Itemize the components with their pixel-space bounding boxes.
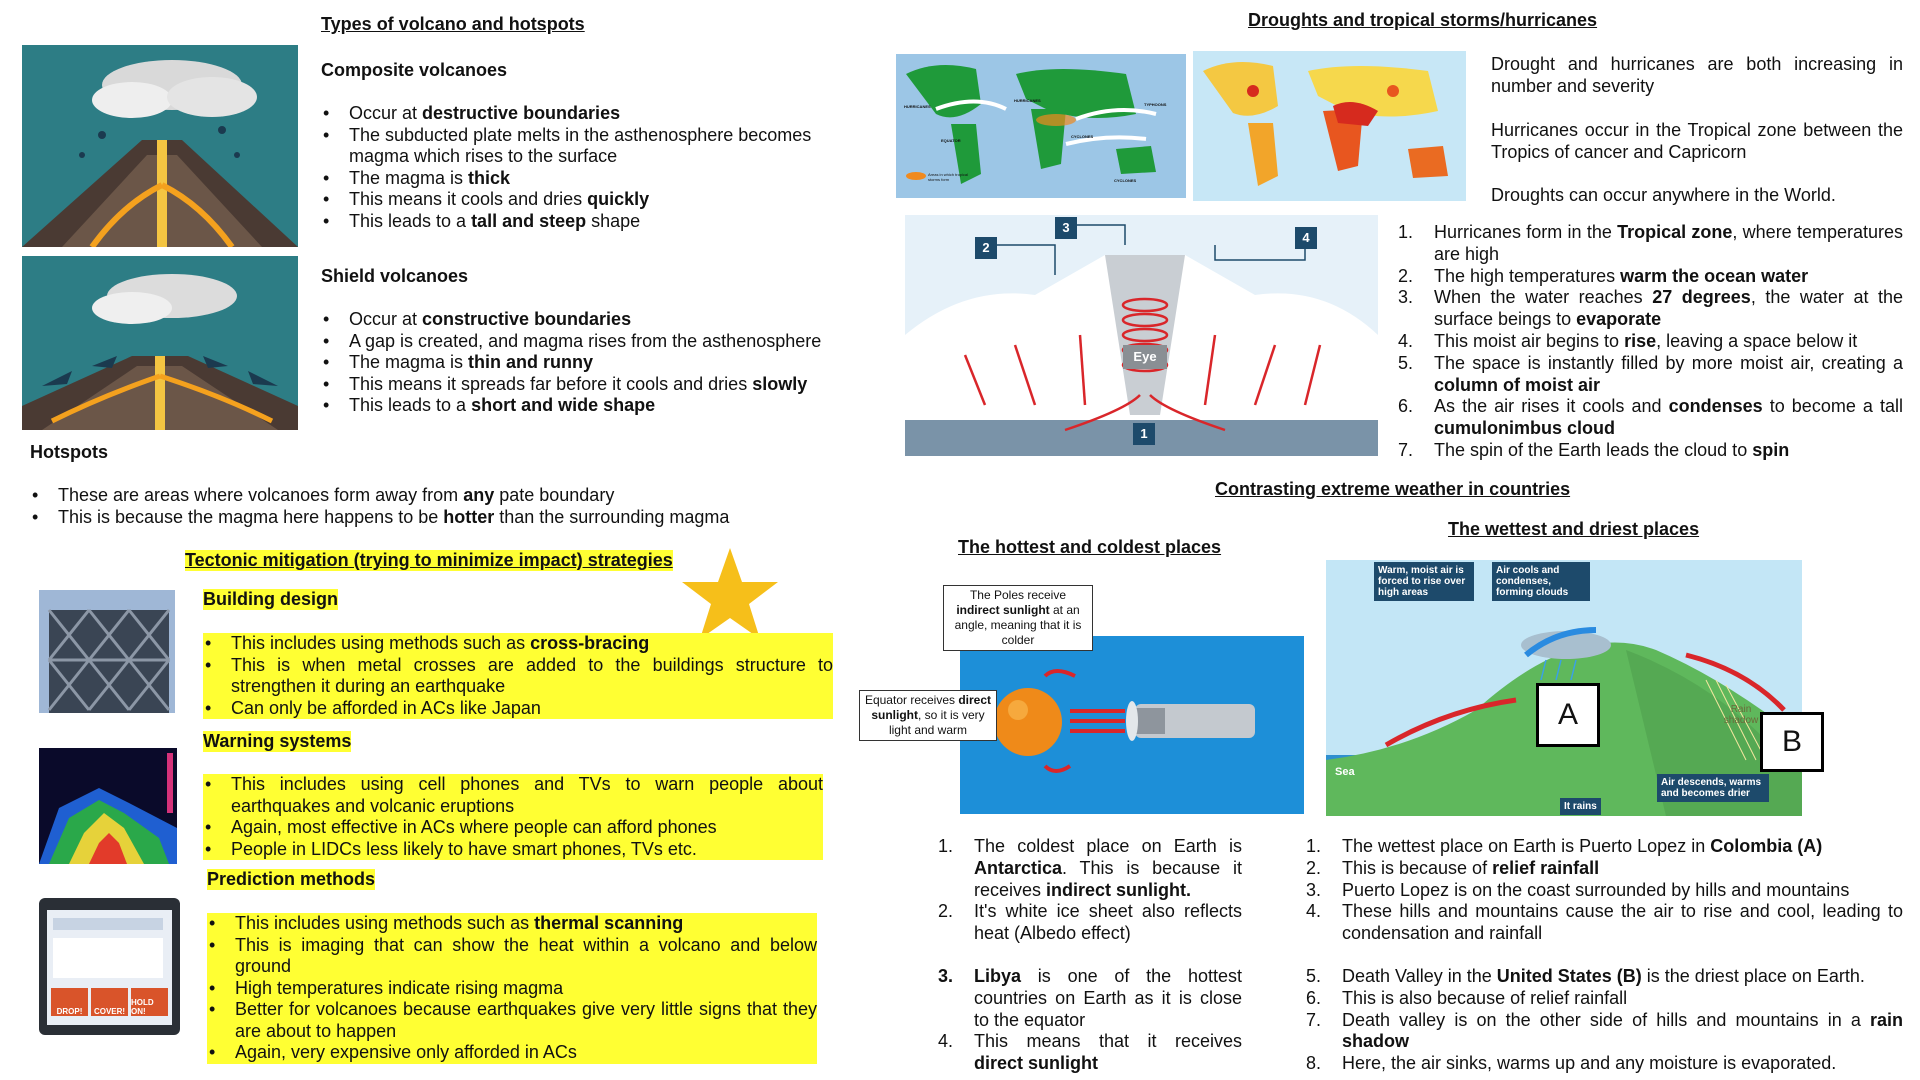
map-label: HURRICANES xyxy=(904,104,931,109)
diagram-label: 2 xyxy=(982,240,990,255)
list-item: 8. Here, the air sinks, warms up and any moisture is evaporated. xyxy=(1306,1053,1837,1074)
list-item: 2. This is because of relief rainfall xyxy=(1306,857,1600,878)
list-item: • Again, most effective in ACs where people can afford phones xyxy=(203,817,823,839)
list-item: • This is when metal crosses are added to the buildings structure to strengthen it during an earthquake xyxy=(203,655,833,698)
storms-para-1: Drought and hurricanes are both increasing in number and severity xyxy=(1491,54,1903,96)
sunlight-diagram xyxy=(960,636,1304,814)
equator-label: Equator receives direct sunlight, so it is very light and warm xyxy=(859,690,997,741)
list-item: • This means it cools and dries quickly xyxy=(321,189,821,211)
hotspots-heading: Hotspots xyxy=(30,442,108,462)
warm-air-label: Warm, moist air is forced to rise over high areas xyxy=(1374,562,1474,601)
map-label: CYCLONES xyxy=(1071,134,1094,139)
storms-title: Droughts and tropical storms/hurricanes xyxy=(1248,10,1598,30)
list-item: 3. Puerto Lopez is on the coast surrounded by hills and mountains xyxy=(1306,879,1850,900)
shield-list xyxy=(321,309,841,417)
list-item: 4. These hills and mountains cause the air to rise and cool, leading to condensation and rainfall xyxy=(1306,901,1903,944)
contrast-title: Contrasting extreme weather in countries xyxy=(1215,479,1571,499)
list-item: • The magma is thick xyxy=(321,168,821,190)
wettest-title: The wettest and driest places xyxy=(1448,519,1700,539)
list-item: • Occur at destructive boundaries xyxy=(321,103,821,125)
map-label: CYCLONES xyxy=(1114,178,1137,183)
poles-label: The Poles receive indirect sunlight at an angle, meaning that it is colder xyxy=(943,585,1093,651)
map-label: HURRICANES xyxy=(1014,98,1041,103)
shield-volcano-image xyxy=(22,256,298,430)
list-item: • This includes using cell phones and TVs to warn people about earthquakes and volcanic eruptions xyxy=(203,774,823,817)
list-item: 7. Death valley is on the other side of hills and mountains in a rain shadow xyxy=(1306,1009,1903,1052)
list-item: • This means it spreads far before it cools and dries slowly xyxy=(321,374,841,396)
star-icon xyxy=(680,546,780,642)
warning-heading: Warning systems xyxy=(203,731,352,751)
eye-label: Eye xyxy=(1133,349,1157,364)
list-item: 2. The high temperatures warm the ocean water xyxy=(1398,265,1809,286)
storms-para-3: Droughts can occur anywhere in the World. xyxy=(1491,185,1836,205)
cover-button: COVER! xyxy=(91,988,128,1016)
wettest-list xyxy=(1306,836,1903,1075)
map-label: EQUATOR xyxy=(941,138,961,143)
prediction-heading: Prediction methods xyxy=(207,869,376,889)
storm-world-map xyxy=(896,54,1186,198)
hurricane-diagram xyxy=(905,215,1378,456)
list-item: • This includes using methods such as cross-bracing xyxy=(203,633,833,655)
list-item: 1. Hurricanes form in the Tropical zone, where temperatures are high xyxy=(1398,222,1904,264)
list-item: • This includes using methods such as thermal scanning xyxy=(207,913,817,935)
list-item: • The subducted plate melts in the asthenosphere becomes magma which rises to the surface xyxy=(321,125,821,168)
list-item: • The magma is thin and runny xyxy=(321,352,841,374)
map-key: Areas in which tropical storms form xyxy=(928,172,969,182)
air-cools-label: Air cools and condenses, forming clouds xyxy=(1492,562,1590,601)
list-item: 3. Libya is one of the hottest countries on Earth as it is close to the equator xyxy=(938,965,1242,1030)
diagram-label: 4 xyxy=(1302,230,1310,245)
hold-on-button: HOLD ON! xyxy=(131,988,168,1016)
list-item: 5. Death Valley in the United States (B) is the driest place on Earth. xyxy=(1306,965,1865,986)
prediction-list xyxy=(207,913,817,1064)
phone-alert-image xyxy=(39,898,180,1035)
list-item: 5. The space is instantly filled by more moist air, creating a column of moist air xyxy=(1398,352,1903,395)
list-item: 3. When the water reaches 27 degrees, the water at the surface beings to evaporate xyxy=(1398,287,1904,330)
shield-heading: Shield volcanoes xyxy=(321,266,469,286)
volcano-title: Types of volcano and hotspots xyxy=(321,14,585,34)
warning-list xyxy=(203,774,823,860)
thermal-volcano-image xyxy=(39,748,177,864)
list-item: 4. This moist air begins to rise, leaving a space below it xyxy=(1398,330,1858,351)
list-item: • A gap is created, and magma rises from the asthenosphere xyxy=(321,331,841,353)
composite-volcano-image xyxy=(22,45,298,247)
list-item: • Better for volcanoes because earthquakes give very little signs that they are about to happen xyxy=(207,999,817,1042)
list-item: • Occur at constructive boundaries xyxy=(321,309,841,331)
composite-heading: Composite volcanoes xyxy=(321,60,508,80)
list-item: • High temperatures indicate rising magma xyxy=(207,978,817,1000)
list-item: 4. This means that it receives direct sunlight xyxy=(938,1031,1242,1074)
drought-world-map xyxy=(1193,51,1466,201)
it-rains-label: It rains xyxy=(1560,798,1601,815)
mitigation-title: Tectonic mitigation (trying to minimize impact) strategies xyxy=(185,550,673,570)
composite-list xyxy=(321,103,821,232)
list-item: • People in LIDCs less likely to have smart phones, TVs etc. xyxy=(203,839,823,861)
drop-button: DROP! xyxy=(51,988,88,1016)
list-item: 1. The wettest place on Earth is Puerto Lopez in Colombia (A) xyxy=(1306,836,1823,856)
list-item: • This is because the magma here happens to be hotter than the surrounding magma xyxy=(30,507,830,529)
list-item: • Again, very expensive only afforded in ACs xyxy=(207,1042,817,1064)
list-item: 7. The spin of the Earth leads the cloud to spin xyxy=(1398,439,1790,460)
list-item: • This leads to a tall and steep shape xyxy=(321,211,821,233)
diagram-label: 3 xyxy=(1062,220,1070,235)
list-item: 2. It's white ice sheet also reflects heat (Albedo effect) xyxy=(938,901,1242,944)
building-list xyxy=(203,633,833,719)
diagram-label: 1 xyxy=(1140,426,1148,441)
list-item: • This is imaging that can show the heat within a volcano and below ground xyxy=(207,935,817,978)
list-item: • This leads to a short and wide shape xyxy=(321,395,841,417)
point-a-label: A xyxy=(1536,683,1600,747)
sea-label: Sea xyxy=(1335,766,1355,778)
hottest-list xyxy=(938,836,1242,1075)
list-item: 6. As the air rises it cools and condenses to become a tall cumulonimbus cloud xyxy=(1398,396,1903,439)
building-image xyxy=(39,590,175,713)
building-heading: Building design xyxy=(203,589,338,609)
list-item: • Can only be afforded in ACs like Japan xyxy=(203,698,833,720)
hottest-title: The hottest and coldest places xyxy=(958,537,1222,557)
hotspots-list xyxy=(30,485,830,528)
storms-para-2: Hurricanes occur in the Tropical zone between the Tropics of cancer and Capricorn xyxy=(1491,120,1903,162)
air-descends-label: Air descends, warms and becomes drier xyxy=(1657,774,1769,802)
list-item: 1. The coldest place on Earth is Antarctica. This is because it receives indirect sunlight. xyxy=(938,836,1242,900)
rain-shadow-label: Rain shadow xyxy=(1723,704,1759,726)
hurricane-steps xyxy=(1398,222,1903,462)
map-label: TYPHOONS xyxy=(1144,102,1167,107)
list-item: 6. This is also because of relief rainfall xyxy=(1306,987,1628,1008)
list-item: • These are areas where volcanoes form away from any pate boundary xyxy=(30,485,830,507)
point-b-label: B xyxy=(1760,712,1824,772)
